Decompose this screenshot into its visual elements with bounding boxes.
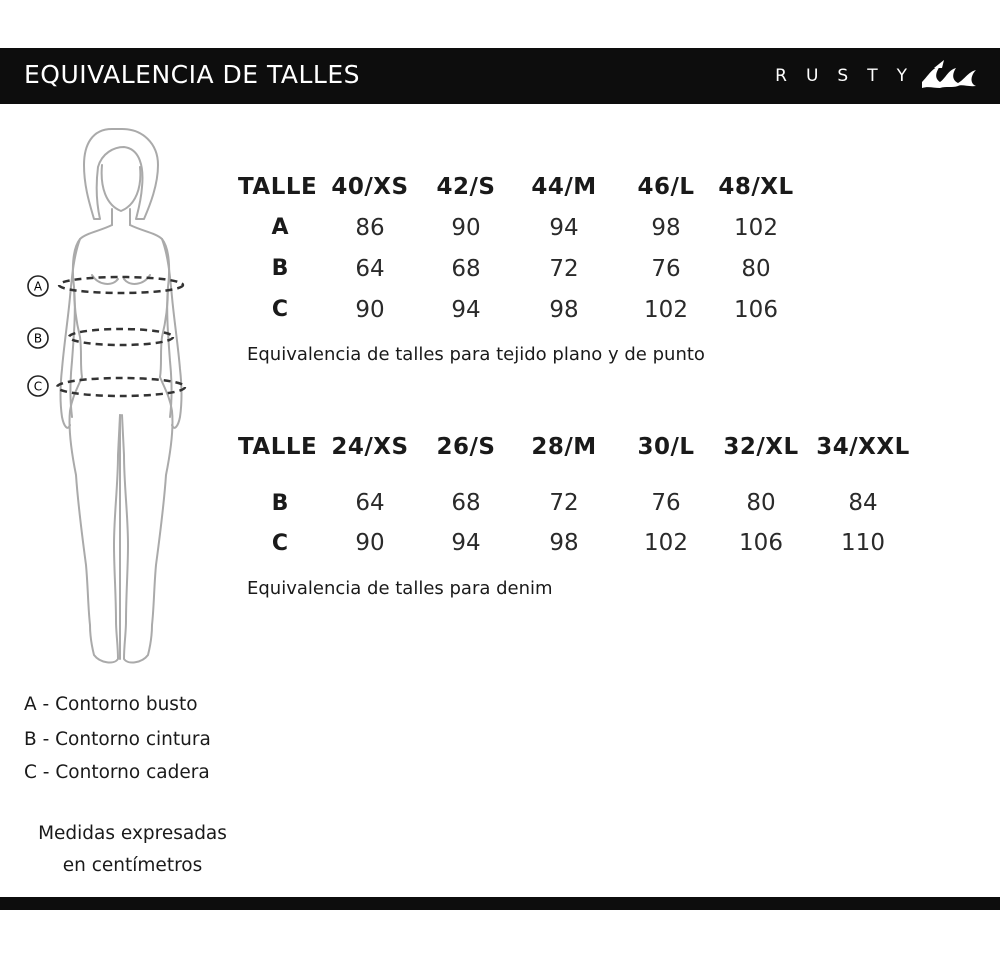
column-header: 46/L [637,173,695,200]
page-title: EQUIVALENCIA DE TALLES [24,60,360,89]
column-header: TALLE [238,434,318,460]
table-cell: 94 [451,530,481,556]
column-header: TALLE [238,173,318,200]
table-cell: 72 [549,255,579,282]
legend-item-b: B - Contorno cintura [24,729,211,750]
table-cell: 72 [549,490,579,516]
column-header: 28/M [531,434,597,460]
column-header: 44/M [531,173,597,200]
table-cell: 90 [355,530,385,556]
column-header: 42/S [436,173,496,200]
column-header: 34/XXL [816,434,910,460]
table-cell: 76 [651,255,681,282]
column-header: 40/XS [331,173,409,200]
note-line: Medidas expresadas [38,823,227,844]
column-header: 32/XL [723,434,799,460]
legend-item-a: A - Contorno busto [24,694,198,715]
table-cell: 106 [734,296,778,323]
table-cell: 102 [644,296,688,323]
table-row [238,483,922,523]
table-cell: 110 [841,530,885,556]
header-bar [0,48,1000,104]
row-label: B [271,256,289,281]
rusty-logo-icon [918,56,980,96]
table-row [238,523,922,563]
table-cell: 76 [651,490,681,516]
table-row [238,289,794,330]
size-table-tejido [238,166,794,330]
table-cell: 94 [549,214,579,241]
row-label: C [271,297,289,322]
table-cell: 68 [451,490,481,516]
size-table-denim [238,425,922,563]
table-cell: 80 [746,490,776,516]
table-cell: 64 [355,255,385,282]
table-cell: 102 [734,214,778,241]
brand [775,56,980,96]
column-header: 26/S [436,434,496,460]
row-label: C [271,530,289,556]
legend-item-c: C - Contorno cadera [24,762,210,783]
table-row [238,207,794,248]
row-label: B [271,490,289,516]
body-figure [20,125,220,685]
marker-c-label: C [33,379,43,394]
table-cell: 102 [644,530,688,556]
table-cell: 106 [739,530,783,556]
table-cell: 94 [451,296,481,323]
column-header: 48/XL [718,173,794,200]
table-cell: 68 [451,255,481,282]
table-header-row [238,166,794,207]
table-cell: 98 [651,214,681,241]
column-header: 30/L [637,434,695,460]
marker-a-label: A [33,279,43,294]
table-cell: 64 [355,490,385,516]
table-cell: 90 [355,296,385,323]
caption-tejido: Equivalencia de talles para tejido plano y de punto [247,344,705,365]
note-line: en centímetros [62,855,203,876]
table-cell: 84 [848,490,878,516]
marker-c-icon [27,375,49,397]
measurement-note [10,818,255,882]
footer-bar [0,897,1000,910]
marker-a-icon [27,275,49,297]
table-cell: 90 [451,214,481,241]
table-row [238,248,794,289]
table-cell: 98 [549,530,579,556]
table-cell: 86 [355,214,385,241]
caption-denim: Equivalencia de talles para denim [247,578,553,599]
marker-b-icon [27,327,49,349]
marker-b-label: B [33,331,43,346]
table-header-row [238,425,922,469]
brand-name: RUSTY [775,66,926,86]
table-cell: 80 [741,255,771,282]
table-cell: 98 [549,296,579,323]
row-label: A [271,215,289,240]
column-header: 24/XS [331,434,409,460]
